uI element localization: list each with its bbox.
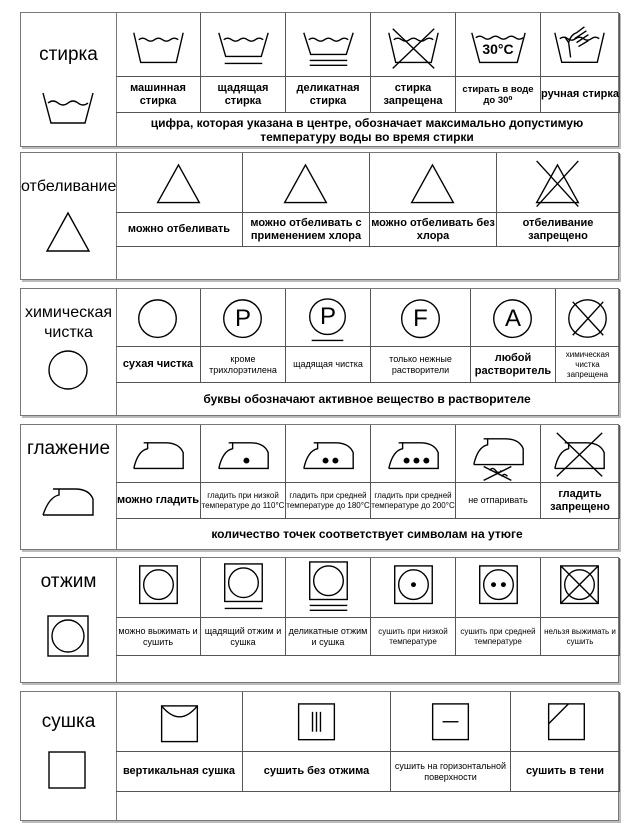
icon-cell [471, 289, 556, 347]
square-circle-one-dot-icon [371, 558, 455, 617]
label-iron-110: гладить при низкой температуре до 110°C [201, 483, 286, 519]
section-drying-header [21, 692, 117, 820]
square-drip-curve-icon [116, 692, 242, 752]
square-circle-double-underline-icon [286, 558, 370, 617]
label-wash-30: стирать в воде до 30⁰ [456, 77, 541, 113]
icon-cell [243, 692, 391, 752]
label-iron-180: гладить при средней температуре до 180°C [286, 483, 371, 519]
circle-icon [116, 289, 200, 346]
icon-cell [116, 13, 201, 77]
square-icon [47, 750, 87, 790]
wash-tub-crossed-icon [371, 13, 455, 76]
icon-cell [116, 153, 243, 213]
icon-cell [116, 558, 201, 618]
square-horizontal-line-icon [391, 692, 510, 752]
icon-cell [116, 425, 201, 483]
letter: P [234, 305, 251, 332]
label-no-wash: стирка запрещена [371, 77, 456, 113]
icon-cell [286, 289, 371, 347]
icon-cell [243, 153, 370, 213]
label-dry-clean: сухая чистка [116, 347, 201, 383]
square-circle-underline-icon [201, 558, 285, 617]
label-no-dry-clean: химическая чистка запрещена [556, 347, 620, 383]
section-ironing-header [21, 425, 117, 549]
iron-icon [39, 485, 97, 519]
label-dry-no-spin: сушить без отжима [243, 752, 391, 792]
icon-cell [541, 13, 620, 77]
square-circle-icon [116, 558, 200, 617]
section-title: сушка [41, 711, 96, 732]
letter: A [504, 305, 521, 332]
label-hand-wash: ручная стирка [541, 77, 620, 113]
section-bleaching [20, 152, 619, 280]
label-no-steam: не отпаривать [456, 483, 541, 519]
label-bleach-no-chlorine: можно отбеливать без хлора [370, 213, 497, 247]
section-spinning-header [21, 558, 117, 682]
label-dry-medium: сушить при средней температуре [456, 618, 541, 656]
wash-tub-gentle-icon [201, 13, 285, 76]
section-note: цифра, которая указана в центре, обозначает максимально допустимую температуру воды во время стирки [150, 116, 584, 144]
wash-tub-delicate-icon [286, 13, 370, 76]
label-no-bleach: отбеливание запрещено [497, 213, 620, 247]
icon-cell [201, 13, 286, 77]
label-gentle-clean: щадящая чистка [286, 347, 371, 383]
section-drycleaning [20, 288, 619, 416]
icon-cell [201, 289, 286, 347]
triangle-crossed-icon [497, 153, 619, 213]
icon-cell [286, 558, 371, 618]
label-dry-low: сушить при низкой температуре [371, 618, 456, 656]
letter: F [413, 305, 428, 332]
icon-cell [286, 13, 371, 77]
label-can-bleach: можно отбеливать [116, 213, 243, 247]
icon-cell [541, 558, 620, 618]
section-ironing [20, 424, 619, 550]
label-no-wring: нельзя выжимать и сушить [541, 618, 620, 656]
label-except-trichlor: кроме трихлорэтилена [201, 347, 286, 383]
icon-cell [541, 425, 620, 483]
icon-cell [371, 558, 456, 618]
iron-crossed-icon [541, 425, 619, 482]
square-circle-crossed-icon [541, 558, 619, 617]
letter: P [319, 303, 336, 330]
icon-cell [116, 289, 201, 347]
section-drying [20, 691, 619, 821]
icon-cell [391, 692, 511, 752]
triangle-icon [370, 153, 496, 213]
square-vertical-lines-icon [243, 692, 390, 752]
label-can-iron: можно гладить [116, 483, 201, 519]
icon-cell [456, 425, 541, 483]
label-any-solvent: любой растворитель [471, 347, 556, 383]
wash-tub-hand-icon [541, 13, 619, 76]
label-wring-dry: можно выжимать и сушить [116, 618, 201, 656]
label-iron-200: гладить при средней температуре до 200°C [371, 483, 456, 519]
label-dry-shade: сушить в тени [511, 752, 620, 792]
icon-cell [116, 692, 243, 752]
iron-three-dots-icon [371, 425, 455, 482]
icon-cell [511, 692, 620, 752]
section-title: стирка [39, 44, 98, 65]
icon-cell [371, 13, 456, 77]
icon-cell [370, 153, 497, 213]
label-machine-wash: машинная стирка [116, 77, 201, 113]
circle-crossed-icon [556, 289, 619, 346]
icon-cell [556, 289, 620, 347]
circle-icon [47, 349, 89, 391]
section-note: буквы обозначают активное вещество в растворителе [203, 392, 531, 406]
label-gentle-solvents: только нежные растворители [371, 347, 471, 383]
icon-cell [286, 425, 371, 483]
label-no-iron: гладить запрещено [541, 483, 620, 519]
iron-icon [116, 425, 200, 482]
iron-no-steam-icon [456, 425, 540, 482]
square-diagonal-icon [511, 692, 619, 751]
icon-cell [201, 558, 286, 618]
iron-one-dot-icon [201, 425, 285, 482]
triangle-icon [116, 153, 242, 213]
wash-tub-icon [116, 13, 200, 76]
section-title: отжим [40, 571, 97, 592]
section-washing [20, 12, 619, 147]
label-delicate-spin: деликатные отжим и сушка [286, 618, 371, 656]
wash-tub-icon [41, 89, 95, 125]
section-bleaching-header [21, 153, 117, 279]
section-washing-header [21, 13, 117, 146]
triangle-icon [243, 153, 369, 213]
label-gentle-wash: щадящая стирка [201, 77, 286, 113]
label-dry-flat: сушить на горизонтальной поверхности [391, 752, 511, 792]
label-gentle-spin: щадящий отжим и сушка [201, 618, 286, 656]
icon-cell [371, 425, 456, 483]
section-title: отбеливание [21, 178, 117, 195]
temperature-label: 30°C [482, 41, 514, 57]
triangle-icon [45, 211, 91, 253]
icon-cell [201, 425, 286, 483]
square-circle-two-dots-icon [456, 558, 540, 617]
section-drycleaning-header [21, 289, 117, 415]
label-delicate-wash: деликатная стирка [286, 77, 371, 113]
icon-cell [371, 289, 471, 347]
icon-cell [456, 13, 541, 77]
iron-two-dots-icon [286, 425, 370, 482]
square-circle-icon [46, 614, 90, 658]
section-title: химическая чистка [24, 304, 113, 341]
section-note: количество точек соответствует символам на утюге [211, 527, 523, 541]
icon-cell [497, 153, 620, 213]
section-spinning [20, 557, 619, 683]
label-vertical-dry: вертикальная сушка [116, 752, 243, 792]
icon-cell [456, 558, 541, 618]
label-bleach-chlorine: можно отбеливать с применением хлора [243, 213, 370, 247]
section-title: глажение [26, 438, 111, 459]
